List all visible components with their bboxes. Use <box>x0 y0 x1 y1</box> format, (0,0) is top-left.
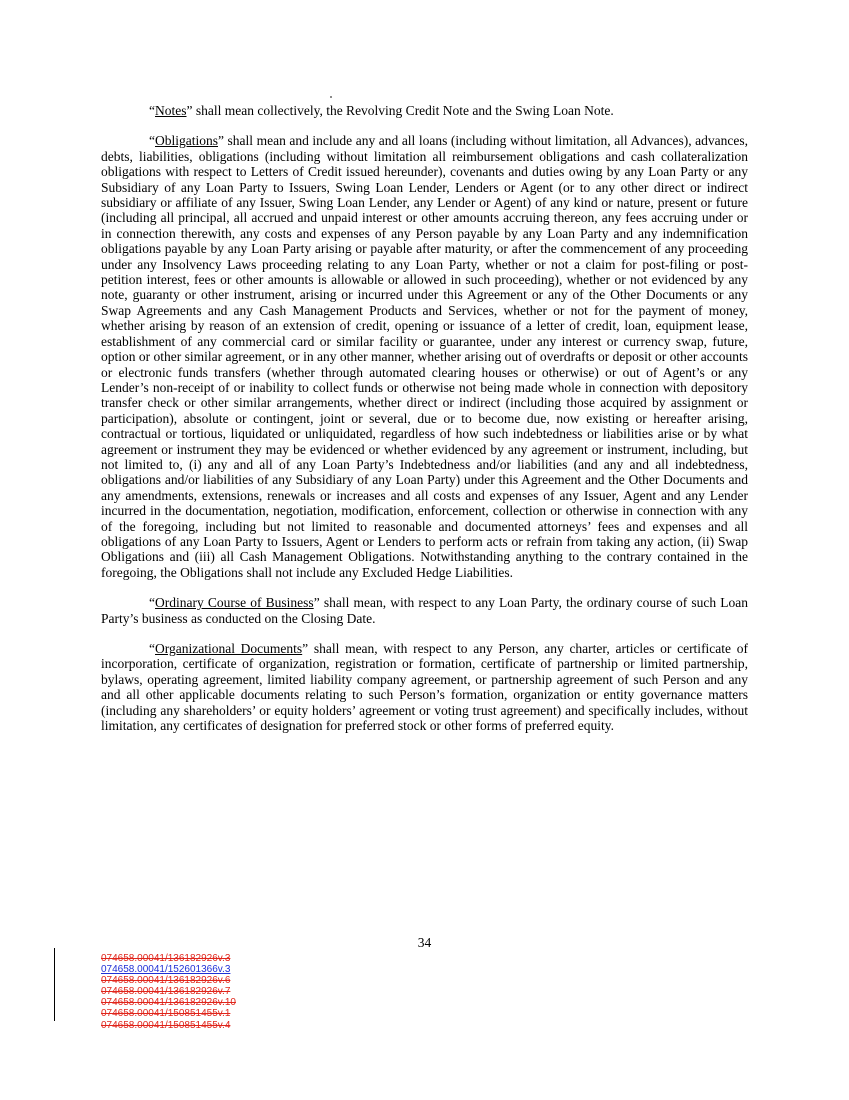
definitions-body <box>101 103 748 748</box>
definition-obligations: “Obligations” shall mean and include any and all loans (including without limitation, all Advances), advances, debts, liabilities, obligations (including without limitation all reimbursement obligations and cash collateralization obligations with respect to Letters of Credit issued hereunder), covenants and duties owing by any Loan Party or any Subsidiary of any Loan Party to Issuers, Swing Loan Lender, Lenders or Agent (or to any other direct or indirect subsidiary or affiliate of any Issuer, Swing Loan Lender, any Lender or Agent) of any kind or nature, present or future (including all principal, all accrued and unpaid interest or other amounts accruing thereon, any fees accruing under or in connection therewith, any costs and expenses of any Person payable by any Loan Party and any indemnification obligations payable by any Loan Party arising or payable after maturity, or after the commencement of any proceeding under any Insolvency Laws proceeding relating to any Loan Party, whether or not a claim for post-filing or post-petition interest, fees or other amounts is allowable or allowed in such proceeding), whether or not evidenced by any note, guaranty or other instrument, arising or incurred under this Agreement or any of the Other Documents or any Swap Agreements and any Cash Management Products and Services, whether or not for the payment of money, whether arising by reason of an extension of credit, opening or issuance of a letter of credit, loan, equipment lease, establishment of any commercial card or similar facility or guarantee, under any interest or currency swap, future, option or other similar agreement, or in any other manner, whether arising out of overdrafts or deposit or other accounts or electronic funds transfers (whether through automated clearing houses or otherwise) or out of Agent’s or any Lender’s non-receipt of or inability to collect funds or otherwise not being made whole in connection with depository transfer check or other similar arrangements, whether direct or indirect (including those acquired by assignment or participation), absolute or contingent, joint or several, due or to become due, now existing or hereafter arising, contractual or tortious, liquidated or unliquidated, regardless of how such indebtedness or liabilities arise or by what agreement or instrument they may be evidenced or whether evidenced by any agreement or instrument, including, but not limited to, (i) any and all of any Loan Party’s Indebtedness and/or liabilities (and any and all indebtedness, obligations and/or liabilities of any Subsidiary of any Loan Party) under this Agreement and the Other Documents and any amendments, extensions, renewals or increases and all costs and expenses of any Issuer, Agent and any Lender incurred in the documentation, negotiation, modification, enforcement, collection or otherwise in connection with any of the foregoing, including but not limited to reasonable and documented attorneys’ fees and expenses and all obligations of any Loan Party to Issuers, Agent or Lenders to perform acts or refrain from taking any action, (ii) Swap Obligations and (iii) all Cash Management Obligations. Notwithstanding anything to the contrary contained in the foregoing, the Obligations shall not include any Excluded Hedge Liabilities. <box>101 133 748 580</box>
definition-text: ” shall mean, with respect to any Person, any charter, articles or certificate of incorporation, certificate of organization, registration or formation, certificate of partnership or limited partnership, bylaws, operating agreement, limited liability company agreement, or partnership agreement of such Person and any and all other applicable documents relating to such Person’s formation, organization or entity governance matters (including any shareholders’ or equity holders’ agreement or voting trust agreement) and specifically includes, without limitation, any certificates of designation for preferred stock or other forms of preferred equity. <box>101 641 748 734</box>
definition-text: ” shall mean collectively, the Revolving Credit Note and the Swing Loan Note. <box>186 103 614 118</box>
page-number: 34 <box>417 935 432 950</box>
defined-term: Ordinary Course of Business <box>155 595 314 611</box>
doc-id-deleted: 074658.00041/136182926v.3 <box>101 953 231 964</box>
definition-organizational-documents: “Organizational Documents” shall mean, with respect to any Person, any charter, articles or certificate of incorporation, certificate of organization, registration or formation, certificate of partnership or limited partnership, bylaws, operating agreement, limited liability company agreement, or partnership agreement of such Person and any and all other applicable documents relating to such Person’s formation, organization or entity governance matters (including any shareholders’ or equity holders’ agreement or voting trust agreement) and specifically includes, without limitation, any certificates of designation for preferred stock or other forms of preferred equity. <box>101 641 748 734</box>
definition-ordinary-course: “Ordinary Course of Business” shall mean, with respect to any Loan Party, the ordinary course of such Loan Party’s business as conducted on the Closing Date. <box>101 595 748 626</box>
doc-id-deleted: 074658.00041/136182926v.6 <box>101 975 231 987</box>
stray-mark <box>330 96 332 98</box>
revision-bar <box>54 948 55 1021</box>
doc-id-deleted: 074658.00041/150851455v.4 <box>101 1019 231 1031</box>
doc-id-deleted: 074658.00041/150851455v.1 <box>101 1008 231 1020</box>
defined-term: Organizational Documents <box>155 641 303 656</box>
document-id-footer <box>101 953 236 1031</box>
doc-id-deleted: 074658.00041/136182926v.7 <box>101 986 231 998</box>
defined-term: Notes <box>155 103 187 118</box>
definition-text: ” shall mean and include any and all loans (including without limitation, all Advances), advances, debts, liabilities, obligations (including without limitation all reimbursement obligations and cash collateralization obligations with respect to Letters of Credit issued hereunder), covenants and duties owing by any Loan Party or any Subsidiary of any Loan Party to Issuers, Swing Loan Lender, Lenders or Agent (or to any other direct or indirect subsidiary or affiliate of any Issuer, Swing Loan Lender, any Lender or Agent) of any kind or nature, present or future (including all principal, all accrued and unpaid interest or other amounts accruing thereon, any fees accruing under or in connection therewith, any costs and expenses of any Person payable by any Loan Party and any indemnification obligations payable by any Loan Party arising or payable after maturity, or after the commencement of any proceeding under any Insolvency Laws proceeding relating to any Loan Party, whether or not a claim for post-filing or post-petition interest, fees or other amounts is allowable or allowed in such proceeding), whether or not evidenced by any note, guaranty or other instrument, arising or incurred under this Agreement or any of the Other Documents or any Swap Agreements and any Cash Management Products and Services, whether or not for the payment of money, whether arising by reason of an extension of credit, opening or issuance of a letter of credit, loan, equipment lease, establishment of any commercial card or similar facility or guarantee, under any interest or currency swap, future, option or other similar agreement, or in any other manner, whether arising out of overdrafts or deposit or other accounts or electronic funds transfers (whether through automated clearing houses or otherwise) or out of Agent’s or any Lender’s non-receipt of or inability to collect funds or otherwise not being made whole in connection with depository transfer check or other similar arrangements, whether direct or indirect (including those acquired by assignment or participation), absolute or contingent, joint or several, due or to become due, now existing or hereafter arising, contractual or tortious, liquidated or unliquidated, regardless of how such indebtedness or liabilities arise or by what agreement or instrument they may be evidenced or whether evidenced by any agreement or instrument, including, but not limited to, (i) any and all of any Loan Party’s Indebtedness and/or liabilities (and any and all indebtedness, obligations and/or liabilities of any Subsidiary of any Loan Party) under this Agreement and the Other Documents and any amendments, extensions, renewals or increases and all costs and expenses of any Issuer, Agent and any Lender incurred in the documentation, negotiation, modification, enforcement, collection or otherwise in connection with any of the foregoing, including but not limited to reasonable and documented attorneys’ fees and expenses and all obligations of any Loan Party to Issuers, Agent or Lenders to perform acts or refrain from taking any action, (ii) Swap Obligations and (iii) all Cash Management Obligations. Notwithstanding anything to the contrary contained in the foregoing, the Obligations shall not include any Excluded Hedge Liabilities. <box>101 133 748 580</box>
doc-id-current: 074658.00041/152601366v.3 <box>101 964 231 976</box>
definition-text: ” shall mean, with respect to any Loan Party, the ordinary course of such Loan Party’s business as conducted on the Closing Date. <box>101 595 748 626</box>
definition-notes: “Notes” shall mean collectively, the Revolving Credit Note and the Swing Loan Note. <box>149 103 614 118</box>
defined-term: Obligations <box>155 133 218 149</box>
doc-id-deleted: 074658.00041/136182926v.10 <box>101 997 236 1009</box>
